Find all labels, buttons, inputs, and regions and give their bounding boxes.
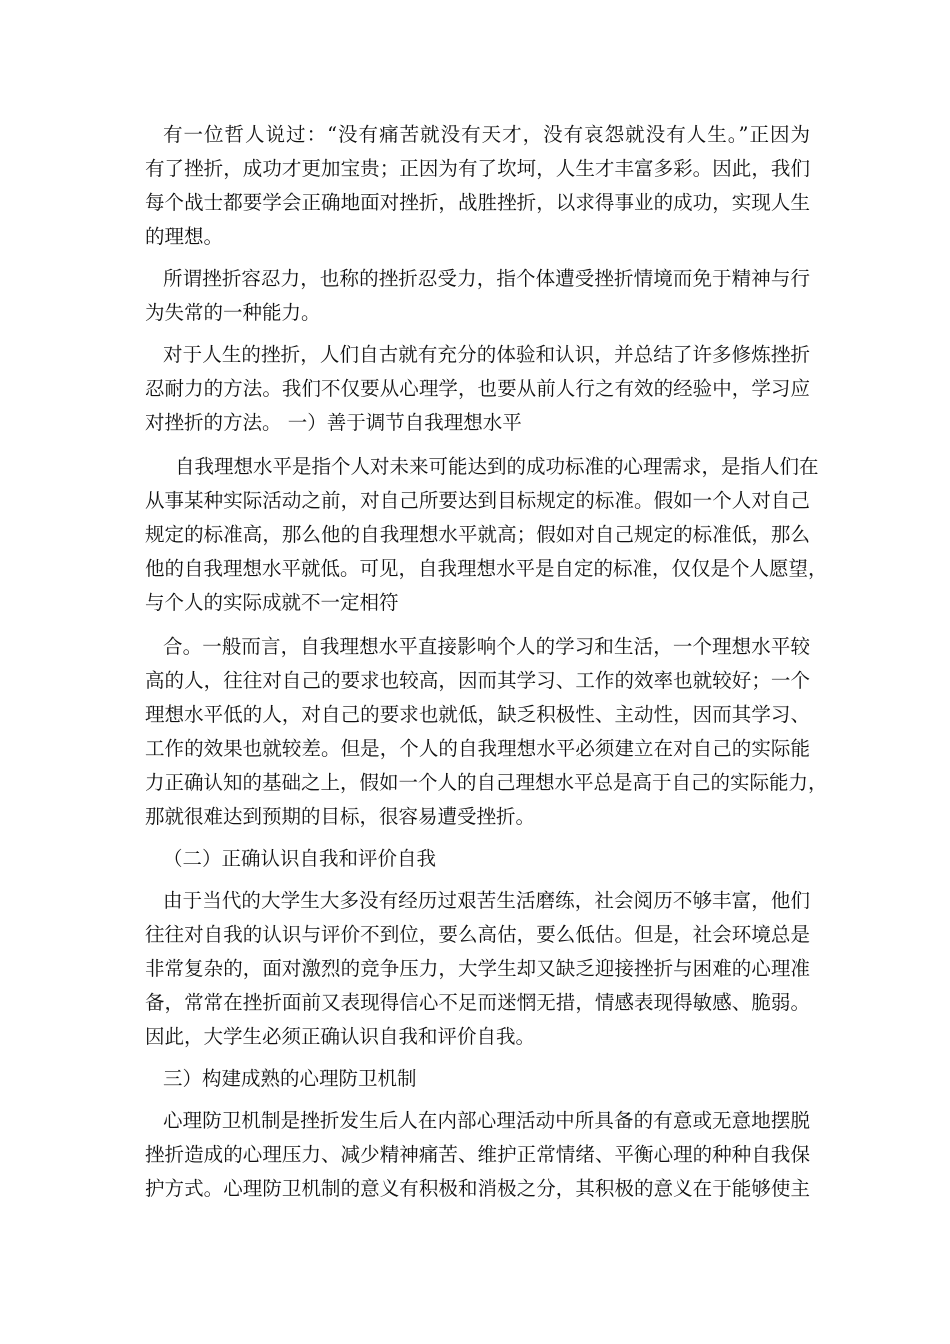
text-line: 挫折造成的心理压力、减少精神痛苦、维护正常情绪、平衡心理的种种自我保 <box>145 1143 810 1166</box>
text-line: 对于人生的挫折，人们自古就有充分的体验和认识，并总结了许多修炼挫折 <box>163 343 810 366</box>
text-line: 工作的效果也就较差。但是，个人的自我理想水平必须建立在对自己的实际能 <box>145 737 810 760</box>
text-line: 理想水平低的人，对自己的要求也就低，缺乏积极性、主动性，因而其学习、 <box>145 703 810 726</box>
text-line: 那就很难达到预期的目标，很容易遭受挫折。 <box>145 805 536 828</box>
text-line: 合。一般而言，自我理想水平直接影响个人的学习和生活，一个理想水平较 <box>163 635 810 658</box>
text-line: 为失常的一种能力。 <box>145 301 321 324</box>
text-line: 非常复杂的，面对激烈的竞争压力，大学生却又缺乏迎接挫折与困难的心理准 <box>145 957 810 980</box>
text-line: 与个人的实际成就不一定相符 <box>145 591 399 614</box>
text-line: 有了挫折，成功才更加宝贵；正因为有了坎坷，人生才丰富多彩。因此，我们 <box>145 157 810 180</box>
text-line: 由于当代的大学生大多没有经历过艰苦生活磨练，社会阅历不够丰富，他们 <box>163 889 810 912</box>
section-heading: 三）构建成熟的心理防卫机制 <box>163 1067 417 1090</box>
text-line: 他的自我理想水平就低。可见，自我理想水平是自定的标准，仅仅是个人愿望， <box>145 557 828 580</box>
text-line: 从事某种实际活动之前，对自己所要达到目标规定的标准。假如一个人对自己 <box>145 489 810 512</box>
text-line: 力正确认知的基础之上，假如一个人的自己理想水平总是高于自己的实际能力， <box>145 771 828 794</box>
text-line: 护方式。心理防卫机制的意义有积极和消极之分，其积极的意义在于能够使主 <box>145 1177 810 1200</box>
section-heading: （二）正确认识自我和评价自我 <box>163 847 437 870</box>
text-line: 对挫折的方法。 一）善于调节自我理想水平 <box>145 411 522 434</box>
text-line: 往往对自我的认识与评价不到位，要么高估，要么低估。但是，社会环境总是 <box>145 923 810 946</box>
text-line: 忍耐力的方法。我们不仅要从心理学，也要从前人行之有效的经验中，学习应 <box>145 377 810 400</box>
text-line: 心理防卫机制是挫折发生后人在内部心理活动中所具备的有意或无意地摆脱 <box>163 1109 810 1132</box>
text-line: 的理想。 <box>145 225 224 248</box>
text-line: 备，常常在挫折面前又表现得信心不足而迷惘无措，情感表现得敏感、脆弱。 <box>145 991 810 1014</box>
text-line: 高的人，往往对自己的要求也较高，因而其学习、工作的效率也就较好；一个 <box>145 669 810 692</box>
text-line: 因此，大学生必须正确认识自我和评价自我。 <box>145 1025 536 1048</box>
text-line: 有一位哲人说过：“没有痛苦就没有天才，没有哀怨就没有人生。”正因为 <box>163 123 810 146</box>
text-line: 规定的标准高，那么他的自我理想水平就高；假如对自己规定的标准低，那么 <box>145 523 810 546</box>
text-line: 所谓挫折容忍力，也称的挫折忍受力，指个体遭受挫折情境而免于精神与行 <box>163 267 810 290</box>
text-line: 自我理想水平是指个人对未来可能达到的成功标准的心理需求，是指人们在 <box>175 455 819 478</box>
text-line: 每个战士都要学会正确地面对挫折，战胜挫折，以求得事业的成功，实现人生 <box>145 191 810 214</box>
